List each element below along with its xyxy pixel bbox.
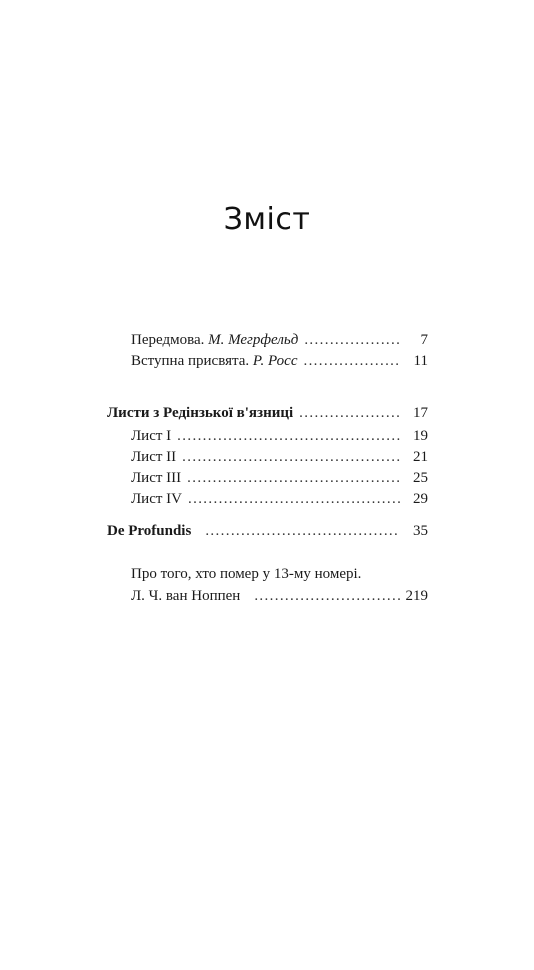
toc-entry-page: 25 (413, 470, 428, 486)
toc-entry-letter-3[interactable] (131, 468, 428, 488)
dot-leader (299, 403, 400, 423)
dot-leader (304, 330, 400, 350)
toc-entry-room-13-author[interactable] (131, 586, 428, 606)
toc-entry-title: De Profundis (107, 523, 192, 539)
dot-leader (205, 521, 400, 541)
toc-entry-author: Л. Ч. ван Ноппен (131, 588, 241, 604)
toc-entry-author: М. Мегрфельд (208, 332, 299, 348)
toc-entry-room-13-title[interactable]: Про того, хто помер у 13-му номері. (131, 566, 362, 582)
toc-entry-page: 219 (405, 588, 428, 604)
toc-entry-title: Лист III (131, 470, 182, 486)
dot-leader (303, 351, 400, 371)
toc-entry-letter-1[interactable] (131, 426, 428, 446)
toc-entry-foreword[interactable] (131, 330, 428, 350)
page-title: Зміст (223, 202, 311, 237)
toc-entry-page: 29 (413, 491, 428, 507)
dot-leader (177, 426, 400, 446)
toc-entry-page: 19 (413, 428, 428, 444)
toc-entry-title: Передмова. (131, 332, 205, 348)
toc-entry-reading-letters[interactable] (107, 403, 428, 423)
toc-entry-title: Лист I (131, 428, 172, 444)
toc-entry-title: Листи з Редінзької в'язниці (107, 405, 294, 421)
toc-entry-page: 11 (413, 353, 428, 369)
toc-entry-title: Вступна присвята. (131, 353, 250, 369)
toc-entry-title: Лист IV (131, 491, 182, 507)
toc-entry-letter-4[interactable] (131, 489, 428, 509)
toc-entry-page: 35 (413, 523, 428, 539)
toc-entry-label (131, 351, 297, 371)
dot-leader (187, 468, 400, 488)
toc-entry-de-profundis[interactable] (107, 521, 428, 541)
toc-entry-page: 17 (413, 405, 428, 421)
dot-leader (254, 586, 399, 606)
toc-entry-page: 21 (413, 449, 428, 465)
toc-entry-dedication[interactable] (131, 351, 428, 371)
toc-entry-label (131, 330, 298, 350)
toc-entry-title: Лист II (131, 449, 177, 465)
toc-entry-letter-2[interactable] (131, 447, 428, 467)
toc-entry-page: 7 (420, 332, 428, 348)
dot-leader (188, 489, 400, 509)
dot-leader (182, 447, 400, 467)
toc-entry-author: Р. Росс (252, 353, 298, 369)
